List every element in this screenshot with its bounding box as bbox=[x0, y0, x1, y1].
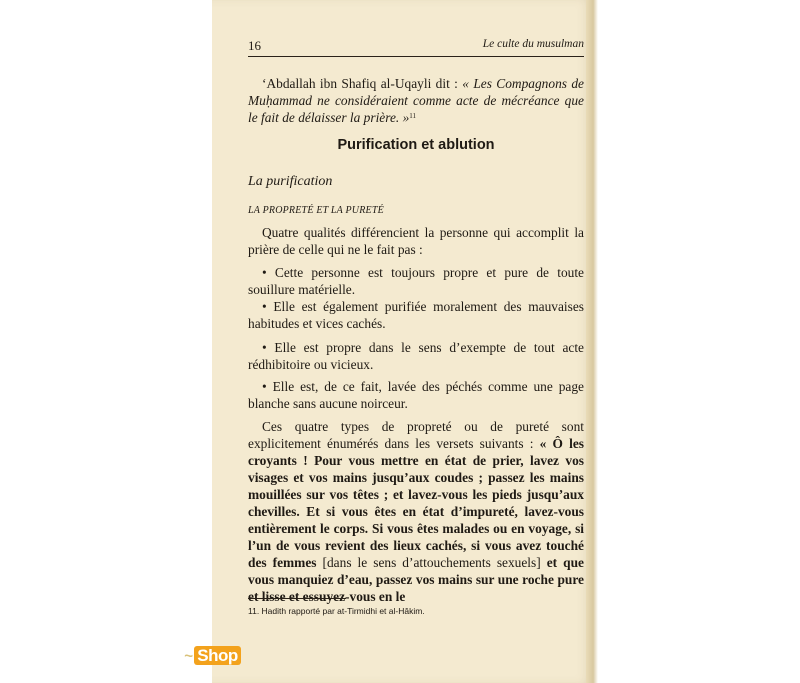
footnote-ref: 11 bbox=[409, 112, 417, 120]
intro-speaker: ‘Abdallah ibn Shafiq al-Uqayli dit : bbox=[262, 76, 463, 91]
section-title: Purification et ablution bbox=[337, 137, 495, 153]
verse-text-b: et que vous manquiez d’eau, passez vos mains sur une roche pure et lisse et essuyez-vous en le bbox=[248, 555, 584, 604]
intro-paragraph bbox=[248, 75, 584, 126]
page-number: 16 bbox=[248, 38, 261, 53]
footnote-rule bbox=[248, 598, 346, 599]
paragraph-qualities: Quatre qualités différencient la personne qui accomplit la prière de celle qui ne le fait pas : bbox=[248, 225, 584, 257]
header-rule bbox=[248, 56, 584, 57]
shop-logo bbox=[184, 646, 241, 666]
bullet-item: • Elle est, de ce fait, lavée des péchés comme une page blanche sans aucune noirceur. bbox=[248, 379, 584, 411]
running-title: Le culte du musulman bbox=[482, 38, 584, 50]
bullet-item: • Cette personne est toujours propre et pure de toute souillure matérielle. bbox=[248, 265, 584, 297]
verse-bracket: [dans le sens d’attouchements sexuels] bbox=[316, 555, 547, 570]
subsubsection-title: LA PROPRETÉ ET LA PURETÉ bbox=[248, 205, 384, 216]
verse-text-a: « Ô les croyants ! Pour vous mettre en état de prier, lavez vos visages et vos mains jusqu’aux coudes ; passez les mains mouillées sur vos têtes ; et lavez-vous les pieds jusqu’aux chevilles. Et si vous êtes en état d’impureté, lavez-vous entièrement le corps. Si vous êtes malades ou en voyage, si l’un de vous revient des lieux cachés, si vous avez touché des femmes bbox=[248, 436, 584, 570]
subsection-title: La purification bbox=[248, 174, 333, 189]
page-edge bbox=[586, 0, 598, 683]
verse-lead: Ces quatre types de propreté ou de pureté sont explicitement énumérés dans les versets suivants : bbox=[248, 419, 584, 451]
shop-logo-text: Shop bbox=[194, 646, 241, 665]
verse-paragraph bbox=[248, 418, 584, 605]
page-header bbox=[248, 36, 584, 56]
footnote: 11. Hadith rapporté par at-Tirmidhi et al-Hâkim. bbox=[248, 606, 425, 616]
bullet-item: • Elle est propre dans le sens d’exempte de tout acte rédhibitoire ou vicieux. bbox=[248, 340, 584, 372]
intro-quote: « Les Compagnons de Muḥammad ne considéraient comme acte de mécréance que le fait de délaisser la prière. » bbox=[248, 76, 584, 125]
swirl-icon: ~ bbox=[184, 648, 193, 665]
bullet-item: • Elle est également purifiée moralement des mauvaises habitudes et vices cachés. bbox=[248, 299, 584, 331]
